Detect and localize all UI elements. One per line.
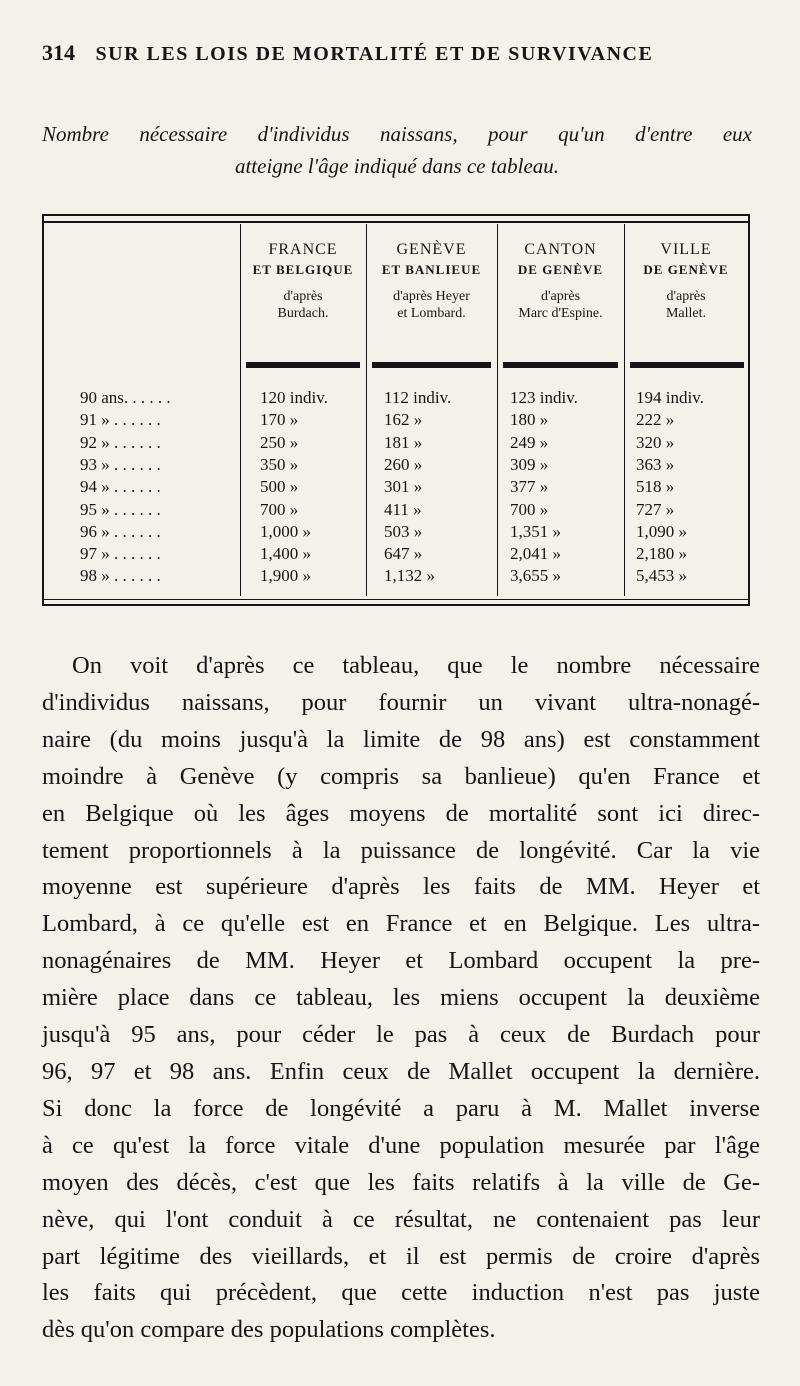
table-cell: 1,900 » — [260, 566, 311, 586]
table-cell: 518 » — [636, 477, 675, 497]
text-line: On voit d'après ce tableau, que le nombre nécessaire — [72, 652, 760, 679]
table-cell: 181 » — [384, 432, 423, 452]
text-line: part légitime des vieillards, et il est permis de croire d'après — [42, 1242, 760, 1270]
text-line: jusqu'à 95 ans, pour céder le pas à ceux de Burdach pour — [42, 1021, 760, 1049]
header-rule — [372, 362, 491, 368]
column-header-geneve-banlieue — [366, 240, 497, 322]
table-cell: 1,351 » — [510, 521, 561, 541]
source-line: Burdach. — [277, 306, 329, 321]
source-line: d'après — [540, 289, 581, 304]
column-title: GENÈVE — [396, 241, 467, 258]
table-cell: 700 » — [260, 499, 299, 519]
column-header-canton-geneve — [497, 240, 624, 322]
table-cell: 260 » — [384, 454, 423, 474]
table-cell: 301 » — [384, 477, 423, 497]
table-cell: 363 » — [636, 454, 675, 474]
table-cell: 222 » — [636, 410, 675, 430]
header-rule — [503, 362, 618, 368]
table-caption — [42, 118, 752, 182]
text-line: nève, qui l'ont conduit à ce résultat, ne contenaient pas leur — [42, 1205, 760, 1233]
text-line: les faits qui précèdent, que cette induction n'est pas juste — [42, 1279, 760, 1307]
header-rule — [246, 362, 360, 368]
text-line: à ce qu'est la force vitale d'une population mesurée par l'âge — [42, 1131, 760, 1159]
table-cell: 112 indiv. — [384, 388, 452, 407]
table-cell: 1,090 » — [636, 521, 687, 541]
table-cell: 180 » — [510, 410, 549, 430]
source-line: d'après Heyer — [393, 289, 470, 304]
table-cell: 170 » — [260, 410, 299, 430]
source-line: Mallet. — [665, 306, 707, 321]
column-title: FRANCE — [268, 241, 338, 258]
source-line: et Lombard. — [397, 306, 466, 321]
text-line: moindre à Genève (y compris sa banlieue) qu'en France et — [42, 762, 760, 790]
source-line: Marc d'Espine. — [518, 306, 603, 321]
header-rule — [630, 362, 744, 368]
table-cell: 249 » — [510, 432, 549, 452]
text-line: nonagénaires de MM. Heyer et Lombard occupent la pre- — [42, 947, 760, 975]
text-line: 96, 97 et 98 ans. Enfin ceux de Mallet occupent la dernière. — [42, 1057, 760, 1085]
column-subtitle: ET BELGIQUE — [252, 262, 354, 277]
table-cell: 3,655 » — [510, 566, 561, 586]
table-cell: 500 » — [260, 477, 299, 497]
text-line: naire (du moins jusqu'à la limite de 98 ans) est constamment — [42, 725, 760, 753]
column-header-ville-geneve — [624, 240, 748, 322]
row-age-label: 91 » . . . . . . — [80, 410, 161, 430]
text-line: moyenne est supérieure d'après les faits de MM. Heyer et — [42, 873, 760, 901]
table-cell: 1,400 » — [260, 544, 311, 564]
table-cell: 503 » — [384, 521, 423, 541]
source-line: d'après — [666, 289, 706, 304]
table-cell: 377 » — [510, 477, 549, 497]
column-source — [240, 288, 366, 322]
column-subtitle: DE GENÈVE — [517, 262, 604, 277]
text-line: moyen des décès, c'est que les faits relatifs à la ville de Ge- — [42, 1168, 760, 1196]
caption-line-2: atteigne l'âge indiqué dans ce tableau. — [234, 154, 560, 178]
source-line: d'après — [283, 289, 323, 304]
text-line: dès qu'on compare des populations complètes. — [42, 1316, 496, 1344]
row-age-label: 98 » . . . . . . — [80, 566, 161, 586]
row-age-label: 97 » . . . . . . — [80, 544, 161, 564]
text-line: en Belgique où les âges moyens de mortalité sont ici direc- — [42, 799, 760, 827]
text-line: d'individus naissans, pour fournir un vivant ultra-nonagé- — [42, 688, 760, 716]
row-age-label: 96 » . . . . . . — [80, 521, 161, 541]
table-cell: 123 indiv. — [510, 388, 578, 407]
running-title: SUR LES LOIS DE MORTALITÉ ET DE SURVIVANCE — [95, 43, 654, 65]
table-cell: 2,180 » — [636, 544, 687, 564]
row-age-label: 94 » . . . . . . — [80, 477, 161, 497]
mortality-table — [42, 214, 750, 606]
body-paragraph — [42, 648, 760, 1349]
table-cell: 700 » — [510, 499, 549, 519]
text-line: Lombard, à ce qu'elle est en France et en Belgique. Les ultra- — [42, 910, 760, 938]
column-subtitle: DE GENÈVE — [643, 262, 729, 277]
running-header — [42, 40, 742, 66]
table-cell: 194 indiv. — [636, 388, 704, 407]
column-source — [366, 288, 497, 322]
column-title: CANTON — [524, 241, 597, 258]
table-cell: 120 indiv. — [260, 388, 328, 407]
table-cell: 309 » — [510, 454, 549, 474]
text-line: Si donc la force de longévité a paru à M. Mallet inverse — [42, 1094, 760, 1122]
row-age-label: 92 » . . . . . . — [80, 432, 161, 452]
row-age-label: 95 » . . . . . . — [80, 499, 161, 519]
column-header-france-belgique — [240, 240, 366, 322]
column-source — [497, 288, 624, 322]
table-cell: 647 » — [384, 544, 423, 564]
column-source — [624, 288, 748, 322]
table-cell: 727 » — [636, 499, 675, 519]
row-age-label: 90 ans. . . . . . — [80, 388, 171, 407]
text-line: mière place dans ce tableau, les miens occupent la deuxième — [42, 984, 760, 1012]
table-cell: 411 » — [384, 499, 422, 519]
table-cell: 350 » — [260, 454, 299, 474]
page-number: 314 — [42, 40, 75, 65]
table-cell: 162 » — [384, 410, 423, 430]
table-cell: 2,041 » — [510, 544, 561, 564]
table-cell: 320 » — [636, 432, 675, 452]
table-cell: 250 » — [260, 432, 299, 452]
table-cell: 1,132 » — [384, 566, 435, 586]
text-line: tement proportionnels à la puissance de longévité. Car la vie — [42, 836, 760, 864]
table-cell: 5,453 » — [636, 566, 687, 586]
column-title: VILLE — [660, 241, 712, 258]
column-subtitle: ET BANLIEUE — [381, 262, 482, 277]
table-cell: 1,000 » — [260, 521, 311, 541]
row-age-label: 93 » . . . . . . — [80, 454, 161, 474]
caption-line-1: Nombre nécessaire d'individus naissans, pour qu'un d'entre eux — [42, 122, 752, 146]
